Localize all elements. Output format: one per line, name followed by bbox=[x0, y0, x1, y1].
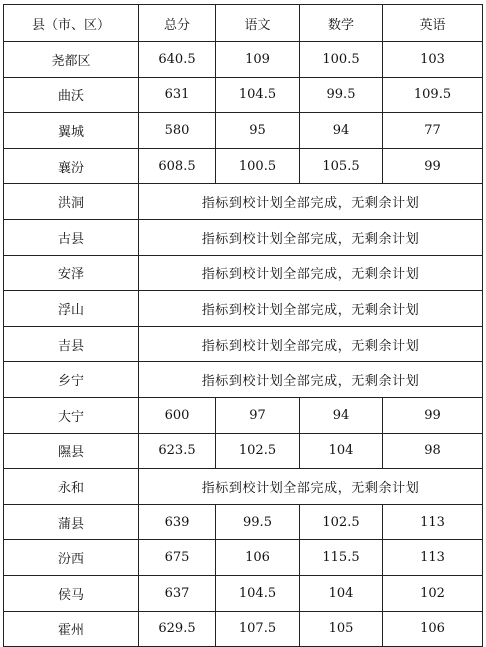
county-cell: 汾西 bbox=[4, 540, 139, 576]
english-score-cell: 99 bbox=[383, 397, 483, 433]
math-score-cell: 115.5 bbox=[300, 540, 383, 576]
header-english: 英语 bbox=[383, 5, 483, 42]
math-score-cell: 105 bbox=[300, 611, 383, 647]
math-score-cell: 105.5 bbox=[300, 148, 383, 184]
total-score-cell: 631 bbox=[139, 77, 216, 113]
county-cell: 襄汾 bbox=[4, 148, 139, 184]
county-cell: 古县 bbox=[4, 219, 139, 255]
total-score-cell: 608.5 bbox=[139, 148, 216, 184]
table-row bbox=[4, 433, 483, 469]
table-row bbox=[4, 362, 483, 398]
county-cell: 永和 bbox=[4, 469, 139, 505]
county-cell: 洪洞 bbox=[4, 184, 139, 220]
county-cell: 霍州 bbox=[4, 611, 139, 647]
english-score-cell: 103 bbox=[383, 42, 483, 78]
table-row bbox=[4, 113, 483, 149]
total-score-cell: 675 bbox=[139, 540, 216, 576]
total-score-cell: 639 bbox=[139, 504, 216, 540]
county-cell: 隰县 bbox=[4, 433, 139, 469]
english-score-cell: 102 bbox=[383, 575, 483, 611]
chinese-score-cell: 97 bbox=[216, 397, 300, 433]
plan-completed-note: 指标到校计划全部完成，无剩余计划 bbox=[139, 362, 483, 398]
header-total: 总分 bbox=[139, 5, 216, 42]
math-score-cell: 104 bbox=[300, 433, 383, 469]
table-row bbox=[4, 291, 483, 327]
chinese-score-cell: 109 bbox=[216, 42, 300, 78]
math-score-cell: 94 bbox=[300, 397, 383, 433]
plan-completed-note: 指标到校计划全部完成，无剩余计划 bbox=[139, 255, 483, 291]
plan-completed-note: 指标到校计划全部完成，无剩余计划 bbox=[139, 326, 483, 362]
math-score-cell: 99.5 bbox=[300, 77, 383, 113]
header-row bbox=[4, 5, 483, 42]
table-row bbox=[4, 255, 483, 291]
score-table-body bbox=[4, 5, 483, 647]
total-score-cell: 623.5 bbox=[139, 433, 216, 469]
math-score-cell: 94 bbox=[300, 113, 383, 149]
table-row bbox=[4, 42, 483, 78]
english-score-cell: 99 bbox=[383, 148, 483, 184]
total-score-cell: 629.5 bbox=[139, 611, 216, 647]
table-row bbox=[4, 611, 483, 647]
table-row bbox=[4, 184, 483, 220]
total-score-cell: 600 bbox=[139, 397, 216, 433]
header-chinese: 语文 bbox=[216, 5, 300, 42]
county-cell: 侯马 bbox=[4, 575, 139, 611]
plan-completed-note: 指标到校计划全部完成，无剩余计划 bbox=[139, 469, 483, 505]
county-cell: 浮山 bbox=[4, 291, 139, 327]
table-row bbox=[4, 397, 483, 433]
header-county: 县（市、区） bbox=[4, 5, 139, 42]
score-table bbox=[3, 4, 483, 647]
table-row bbox=[4, 219, 483, 255]
chinese-score-cell: 107.5 bbox=[216, 611, 300, 647]
chinese-score-cell: 100.5 bbox=[216, 148, 300, 184]
total-score-cell: 580 bbox=[139, 113, 216, 149]
total-score-cell: 640.5 bbox=[139, 42, 216, 78]
chinese-score-cell: 106 bbox=[216, 540, 300, 576]
table-row bbox=[4, 540, 483, 576]
english-score-cell: 98 bbox=[383, 433, 483, 469]
english-score-cell: 113 bbox=[383, 504, 483, 540]
english-score-cell: 106 bbox=[383, 611, 483, 647]
plan-completed-note: 指标到校计划全部完成，无剩余计划 bbox=[139, 184, 483, 220]
english-score-cell: 77 bbox=[383, 113, 483, 149]
county-cell: 蒲县 bbox=[4, 504, 139, 540]
table-row bbox=[4, 326, 483, 362]
county-cell: 翼城 bbox=[4, 113, 139, 149]
math-score-cell: 104 bbox=[300, 575, 383, 611]
county-cell: 尧都区 bbox=[4, 42, 139, 78]
county-cell: 曲沃 bbox=[4, 77, 139, 113]
math-score-cell: 102.5 bbox=[300, 504, 383, 540]
english-score-cell: 109.5 bbox=[383, 77, 483, 113]
table-row bbox=[4, 575, 483, 611]
table-row bbox=[4, 77, 483, 113]
math-score-cell: 100.5 bbox=[300, 42, 383, 78]
chinese-score-cell: 104.5 bbox=[216, 77, 300, 113]
table-row bbox=[4, 148, 483, 184]
plan-completed-note: 指标到校计划全部完成，无剩余计划 bbox=[139, 291, 483, 327]
table-row bbox=[4, 469, 483, 505]
table-row bbox=[4, 504, 483, 540]
county-cell: 安泽 bbox=[4, 255, 139, 291]
english-score-cell: 113 bbox=[383, 540, 483, 576]
chinese-score-cell: 99.5 bbox=[216, 504, 300, 540]
chinese-score-cell: 95 bbox=[216, 113, 300, 149]
county-cell: 大宁 bbox=[4, 397, 139, 433]
chinese-score-cell: 104.5 bbox=[216, 575, 300, 611]
plan-completed-note: 指标到校计划全部完成，无剩余计划 bbox=[139, 219, 483, 255]
county-cell: 乡宁 bbox=[4, 362, 139, 398]
county-cell: 吉县 bbox=[4, 326, 139, 362]
header-math: 数学 bbox=[300, 5, 383, 42]
total-score-cell: 637 bbox=[139, 575, 216, 611]
chinese-score-cell: 102.5 bbox=[216, 433, 300, 469]
